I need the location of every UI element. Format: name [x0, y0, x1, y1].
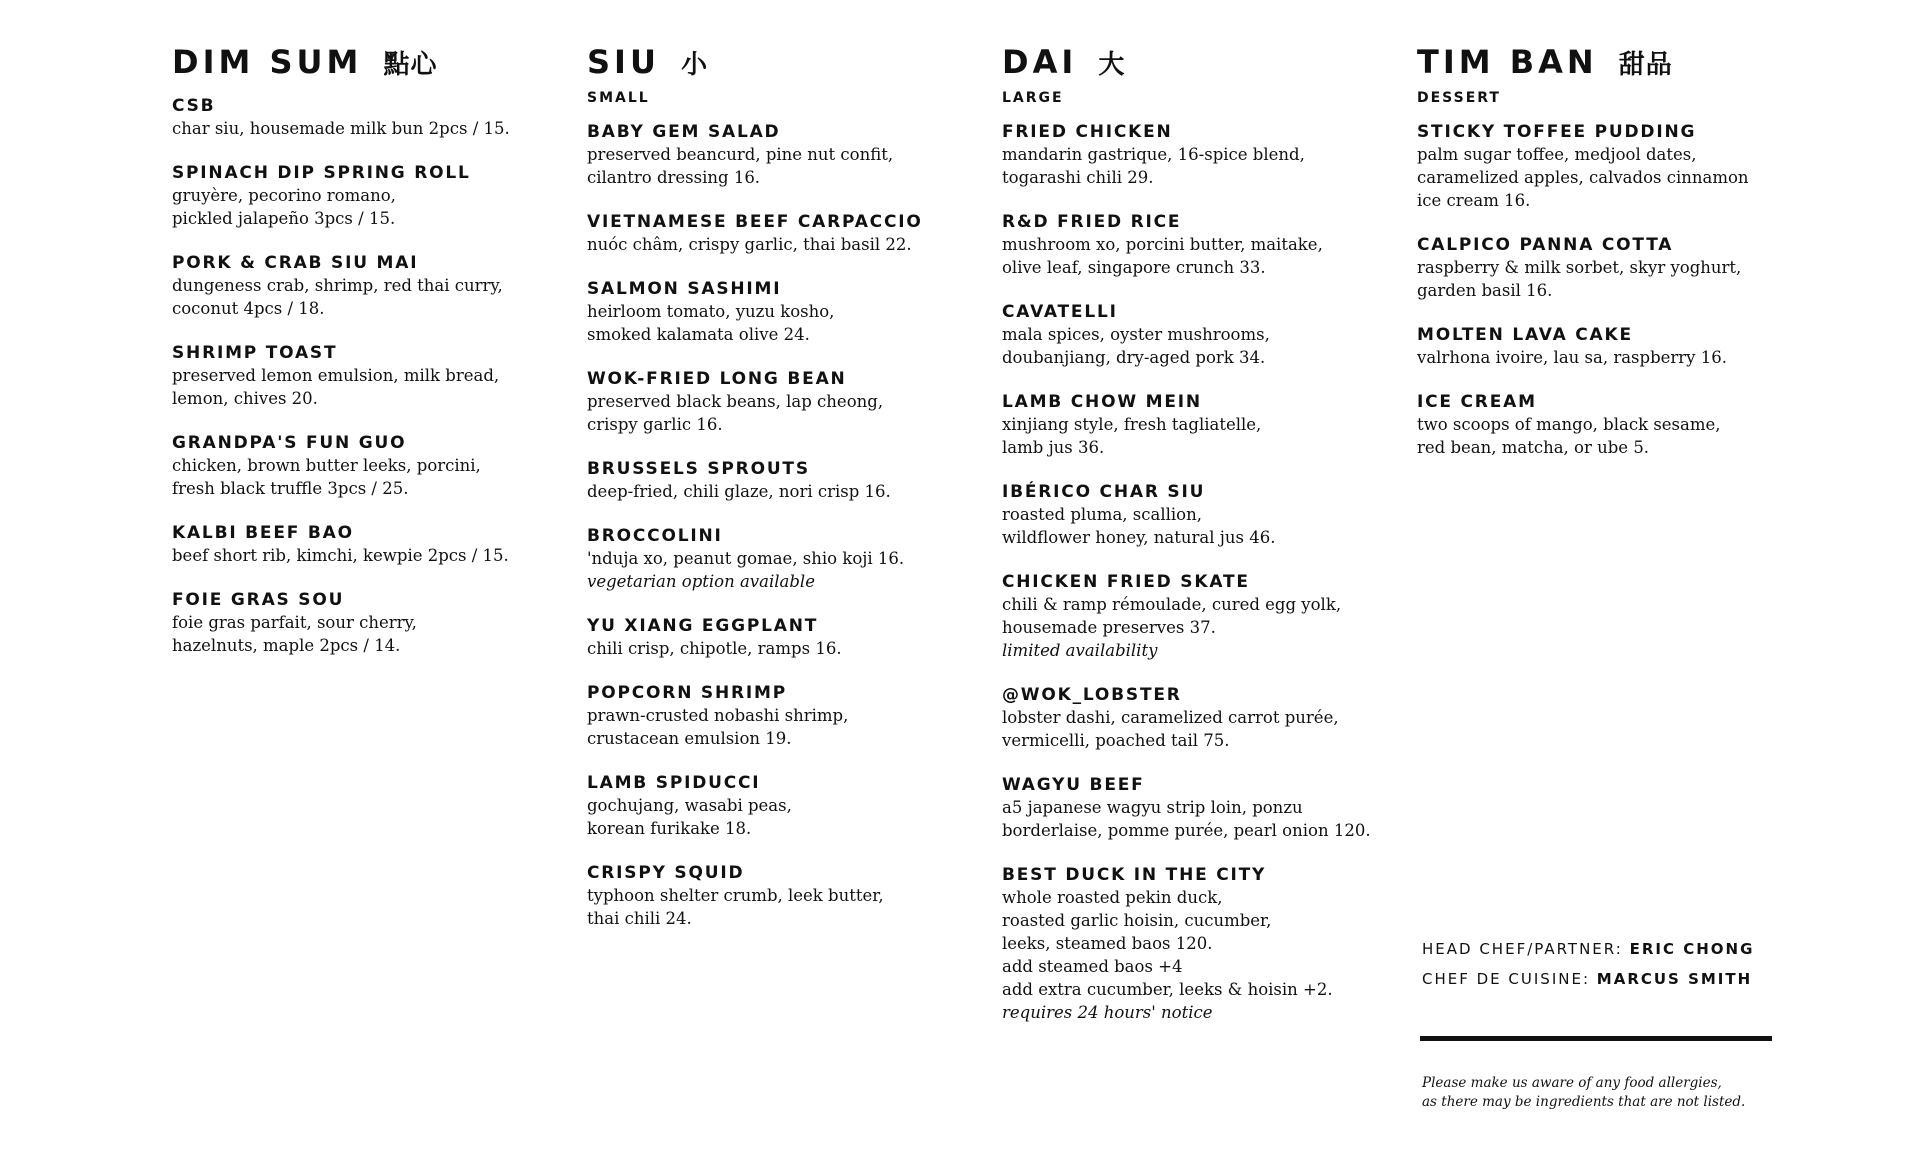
- menu-item: [1417, 391, 1777, 459]
- item-description: olive leaf, singapore crunch 33.: [1002, 258, 1266, 277]
- item-description: fresh black truffle 3pcs / 25.: [172, 479, 409, 498]
- item-description: beef short rib, kimchi, kewpie 2pcs / 15.: [172, 546, 509, 565]
- item-description: coconut 4pcs / 18.: [172, 299, 325, 318]
- menu-item: [1002, 301, 1362, 369]
- item-name: BABY GEM SALAD: [587, 122, 781, 142]
- item-description: roasted pluma, scallion,: [1002, 505, 1202, 524]
- item-description: foie gras parfait, sour cherry,: [172, 613, 417, 632]
- siu-small-column: [587, 40, 947, 952]
- menu-item: [587, 458, 947, 503]
- item-description: vermicelli, poached tail 75.: [1002, 731, 1230, 750]
- item-description: add extra cucumber, leeks & hoisin +2.: [1002, 980, 1333, 999]
- section-subtitle: DESSERT: [1417, 90, 1501, 106]
- item-note: limited availability: [1002, 641, 1158, 660]
- dai-large-column: [1002, 40, 1371, 1046]
- item-description: valrhona ivoire, lau sa, raspberry 16.: [1417, 348, 1727, 367]
- item-description: dungeness crab, shrimp, red thai curry,: [172, 276, 503, 295]
- item-description: preserved lemon emulsion, milk bread,: [172, 366, 500, 385]
- menu-item: [1002, 684, 1362, 752]
- tim-ban-dessert-column: [1417, 40, 1777, 481]
- item-name: FRIED CHICKEN: [1002, 122, 1173, 142]
- menu-item: [1002, 481, 1362, 549]
- menu-item: [1002, 571, 1362, 662]
- item-description: mandarin gastrique, 16-spice blend,: [1002, 145, 1305, 164]
- item-name: FOIE GRAS SOU: [172, 590, 345, 610]
- item-description: prawn-crusted nobashi shrimp,: [587, 706, 849, 725]
- item-note: vegetarian option available: [587, 572, 815, 591]
- item-description: raspberry & milk sorbet, skyr yoghurt,: [1417, 258, 1742, 277]
- item-description: gochujang, wasabi peas,: [587, 796, 792, 815]
- menu-item: [587, 615, 947, 660]
- item-description: 'nduja xo, peanut gomae, shio koji 16.: [587, 549, 905, 568]
- menu-item: [172, 589, 532, 657]
- item-name: VIETNAMESE BEEF CARPACCIO: [587, 212, 923, 232]
- menu-item: [1002, 211, 1362, 279]
- dim-sum-column: [172, 40, 532, 679]
- item-description: mushroom xo, porcini butter, maitake,: [1002, 235, 1323, 254]
- menu-item: [587, 368, 947, 436]
- menu-items: [1002, 121, 1371, 1024]
- item-description: housemade preserves 37.: [1002, 618, 1216, 637]
- item-description: two scoops of mango, black sesame,: [1417, 415, 1721, 434]
- chef-de-cuisine-line: CHEF DE CUISINE: MARCUS SMITH: [1422, 970, 1753, 988]
- section-title: SIU 小: [587, 43, 709, 81]
- item-description: xinjiang style, fresh tagliatelle,: [1002, 415, 1262, 434]
- menu-item: [587, 525, 947, 593]
- menu-item: [1002, 864, 1362, 1024]
- item-description: smoked kalamata olive 24.: [587, 325, 810, 344]
- menu-item: [587, 682, 947, 750]
- item-note: requires 24 hours' notice: [1002, 1003, 1213, 1022]
- item-description: chili & ramp rémoulade, cured egg yolk,: [1002, 595, 1342, 614]
- item-name: CSB: [172, 96, 216, 116]
- item-description: lamb jus 36.: [1002, 438, 1105, 457]
- item-description: typhoon shelter crumb, leek butter,: [587, 886, 884, 905]
- menu-item: [587, 121, 947, 189]
- section-title: TIM BAN 甜品: [1417, 43, 1673, 81]
- item-description: korean furikake 18.: [587, 819, 752, 838]
- menu-item: [172, 95, 532, 140]
- menu-items: [172, 95, 532, 657]
- item-description: a5 japanese wagyu strip loin, ponzu: [1002, 798, 1303, 817]
- item-name: BROCCOLINI: [587, 526, 723, 546]
- item-name: PORK & CRAB SIU MAI: [172, 253, 419, 273]
- item-name: BEST DUCK IN THE CITY: [1002, 865, 1267, 885]
- menu-item: [172, 252, 532, 320]
- item-description: togarashi chili 29.: [1002, 168, 1154, 187]
- item-description: chicken, brown butter leeks, porcini,: [172, 456, 481, 475]
- section-title: DIM SUM 點心: [172, 43, 438, 81]
- item-name: WAGYU BEEF: [1002, 775, 1145, 795]
- item-name: R&D FRIED RICE: [1002, 212, 1182, 232]
- item-description: nuóc châm, crispy garlic, thai basil 22.: [587, 235, 912, 254]
- item-description: borderlaise, pomme purée, pearl onion 120.: [1002, 821, 1371, 840]
- item-name: WOK-FRIED LONG BEAN: [587, 369, 847, 389]
- item-name: SPINACH DIP SPRING ROLL: [172, 163, 471, 183]
- menu-item: [1002, 391, 1362, 459]
- item-description: cilantro dressing 16.: [587, 168, 761, 187]
- item-name: SHRIMP TOAST: [172, 343, 338, 363]
- item-name: POPCORN SHRIMP: [587, 683, 787, 703]
- item-description: lobster dashi, caramelized carrot purée,: [1002, 708, 1339, 727]
- item-description: thai chili 24.: [587, 909, 692, 928]
- menu-item: [587, 772, 947, 840]
- menu-item: [587, 211, 947, 256]
- item-description: deep-fried, chili glaze, nori crisp 16.: [587, 482, 891, 501]
- item-name: LAMB CHOW MEIN: [1002, 392, 1202, 412]
- item-description: red bean, matcha, or ube 5.: [1417, 438, 1650, 457]
- item-name: IBÉRICO CHAR SIU: [1002, 482, 1206, 502]
- section-subtitle: SMALL: [587, 90, 650, 106]
- item-description: hazelnuts, maple 2pcs / 14.: [172, 636, 401, 655]
- menu-item: [1417, 324, 1777, 369]
- section-subtitle: LARGE: [1002, 90, 1064, 106]
- menu-item: [1002, 121, 1362, 189]
- item-description: preserved beancurd, pine nut confit,: [587, 145, 894, 164]
- menu-item: [1417, 234, 1777, 302]
- item-description: leeks, steamed baos 120.: [1002, 934, 1213, 953]
- item-description: char siu, housemade milk bun 2pcs / 15.: [172, 119, 510, 138]
- menu-item: [172, 342, 532, 410]
- item-name: CRISPY SQUID: [587, 863, 745, 883]
- item-description: mala spices, oyster mushrooms,: [1002, 325, 1270, 344]
- item-name: MOLTEN LAVA CAKE: [1417, 325, 1633, 345]
- item-description: caramelized apples, calvados cinnamon: [1417, 168, 1749, 187]
- menu-items: [1417, 121, 1777, 459]
- item-description: whole roasted pekin duck,: [1002, 888, 1223, 907]
- item-description: chili crisp, chipotle, ramps 16.: [587, 639, 842, 658]
- menu-item: [587, 278, 947, 346]
- item-name: CHICKEN FRIED SKATE: [1002, 572, 1250, 592]
- item-description: crustacean emulsion 19.: [587, 729, 792, 748]
- item-description: palm sugar toffee, medjool dates,: [1417, 145, 1697, 164]
- menu-item: [172, 162, 532, 230]
- item-description: add steamed baos +4: [1002, 957, 1183, 976]
- item-description: heirloom tomato, yuzu kosho,: [587, 302, 835, 321]
- section-title: DAI 大: [1002, 43, 1126, 81]
- chef-credits: [1422, 934, 1754, 994]
- menu-item: [1002, 774, 1371, 842]
- item-description: crispy garlic 16.: [587, 415, 723, 434]
- item-description: gruyère, pecorino romano,: [172, 186, 396, 205]
- item-name: STICKY TOFFEE PUDDING: [1417, 122, 1697, 142]
- menu-item: [172, 522, 532, 567]
- item-name: LAMB SPIDUCCI: [587, 773, 761, 793]
- menu-item: [587, 862, 947, 930]
- item-name: SALMON SASHIMI: [587, 279, 782, 299]
- item-name: YU XIANG EGGPLANT: [587, 616, 819, 636]
- item-description: doubanjiang, dry-aged pork 34.: [1002, 348, 1266, 367]
- item-name: BRUSSELS SPROUTS: [587, 459, 810, 479]
- item-name: CAVATELLI: [1002, 302, 1118, 322]
- item-description: lemon, chives 20.: [172, 389, 318, 408]
- item-name: @WOK_LOBSTER: [1002, 685, 1182, 705]
- menu-items: [587, 121, 947, 930]
- item-description: pickled jalapeño 3pcs / 15.: [172, 209, 396, 228]
- item-name: KALBI BEEF BAO: [172, 523, 354, 543]
- item-name: ICE CREAM: [1417, 392, 1537, 412]
- item-description: ice cream 16.: [1417, 191, 1531, 210]
- menu-item: [172, 432, 532, 500]
- item-description: roasted garlic hoisin, cucumber,: [1002, 911, 1272, 930]
- head-chef-line: HEAD CHEF/PARTNER: ERIC CHONG: [1422, 940, 1755, 958]
- item-description: garden basil 16.: [1417, 281, 1553, 300]
- item-description: wildflower honey, natural jus 46.: [1002, 528, 1276, 547]
- allergy-disclaimer: Please make us aware of any food allergies, as there may be ingredients that are not listed.: [1422, 1075, 1746, 1110]
- item-name: GRANDPA'S FUN GUO: [172, 433, 407, 453]
- item-name: CALPICO PANNA COTTA: [1417, 235, 1674, 255]
- divider-rule: [1420, 1036, 1772, 1041]
- item-description: preserved black beans, lap cheong,: [587, 392, 884, 411]
- menu-item: [1417, 121, 1777, 212]
